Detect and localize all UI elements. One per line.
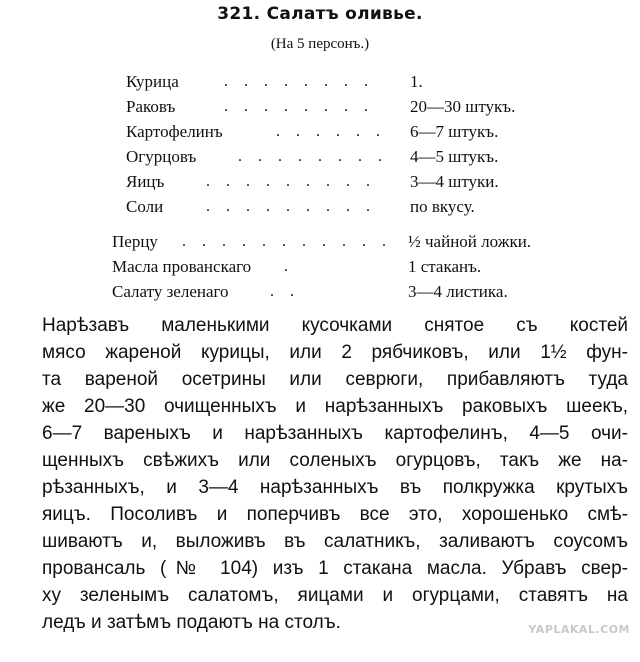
instruction-line: шиваютъ и, выложивъ въ салатникъ, заливаютъ соусомъ bbox=[42, 531, 628, 552]
instruction-line: провансаль (№ 104) изъ 1 стакана масла. Убравъ свер- bbox=[42, 558, 628, 579]
instruction-line: же 20—30 очищенныхъ и нарѣзанныхъ раковыхъ шеекъ, bbox=[42, 396, 628, 417]
ingredient-name: Огурцовъ bbox=[126, 147, 197, 166]
instruction-line: та вареной осетрины или севрюги, прибавляютъ туда bbox=[42, 369, 628, 390]
leader-dots: . . . . . . . . . bbox=[206, 173, 376, 190]
leader-dots: . bbox=[284, 258, 288, 275]
instruction-line: яицъ. Посоливъ и поперчивъ все это, хорошенько смѣ- bbox=[42, 504, 628, 525]
leader-dots: . . . . . . . . bbox=[224, 98, 374, 115]
leader-dots: . . bbox=[270, 283, 300, 300]
instruction-line: 6—7 вареныхъ и нарѣзанныхъ картофелинъ, 4—5 очи- bbox=[42, 423, 628, 444]
ingredient-name: Соли bbox=[126, 197, 164, 216]
ingredient-name: Перцу bbox=[112, 232, 158, 251]
ingredient-name: Масла прованскаго bbox=[112, 257, 252, 276]
instruction-line: ху зеленымъ салатомъ, яицами и огурцами, ставятъ на bbox=[42, 585, 628, 606]
recipe-instructions bbox=[42, 312, 628, 636]
ingredient-name: Картофелинъ bbox=[126, 122, 223, 141]
ingredient-amount: 6—7 штукъ. bbox=[410, 122, 499, 141]
ingredient-name: Яицъ bbox=[126, 172, 165, 191]
instruction-line: щенныхъ свѣжихъ или соленыхъ огурцовъ, такъ же на- bbox=[42, 450, 628, 471]
ingredient-amount: 1 стаканъ. bbox=[408, 257, 482, 276]
leader-dots: . . . . . . bbox=[276, 123, 386, 140]
ingredient-name: Салату зеленаго bbox=[112, 282, 229, 301]
recipe-servings: (На 5 персонъ.) bbox=[270, 36, 370, 52]
instruction-line: Нарѣзавъ маленькими кусочками снятое съ костей bbox=[42, 315, 628, 336]
ingredient-amount: 3—4 листика. bbox=[408, 282, 508, 301]
instruction-line: рѣзанныхъ, и 3—4 нарѣзанныхъ въ полкружка крутыхъ bbox=[42, 477, 628, 498]
ingredient-amount: по вкусу. bbox=[410, 197, 475, 216]
instruction-line: мясо жареной курицы, или 2 рябчиковъ, или 1½ фун- bbox=[42, 342, 628, 363]
leader-dots: . . . . . . . . bbox=[238, 148, 388, 165]
site-watermark: YAPLAKAL.COM bbox=[528, 623, 630, 636]
ingredient-amount: 3—4 штуки. bbox=[410, 172, 499, 191]
ingredient-amount: ½ чайной ложки. bbox=[408, 232, 532, 251]
leader-dots: . . . . . . . . . . . bbox=[182, 233, 392, 250]
ingredient-amount: 20—30 штукъ. bbox=[410, 97, 516, 116]
leader-dots: . . . . . . . . bbox=[224, 73, 374, 90]
instruction-line: ледъ и затѣмъ подаютъ на столъ. bbox=[42, 612, 341, 633]
ingredient-amount: 1. bbox=[410, 72, 423, 91]
leader-dots: . . . . . . . . . bbox=[206, 198, 376, 215]
ingredient-name: Раковъ bbox=[126, 97, 176, 116]
recipe-title: 321. Салатъ оливье. bbox=[217, 4, 423, 24]
ingredient-name: Курица bbox=[126, 72, 179, 91]
ingredient-amount: 4—5 штукъ. bbox=[410, 147, 499, 166]
